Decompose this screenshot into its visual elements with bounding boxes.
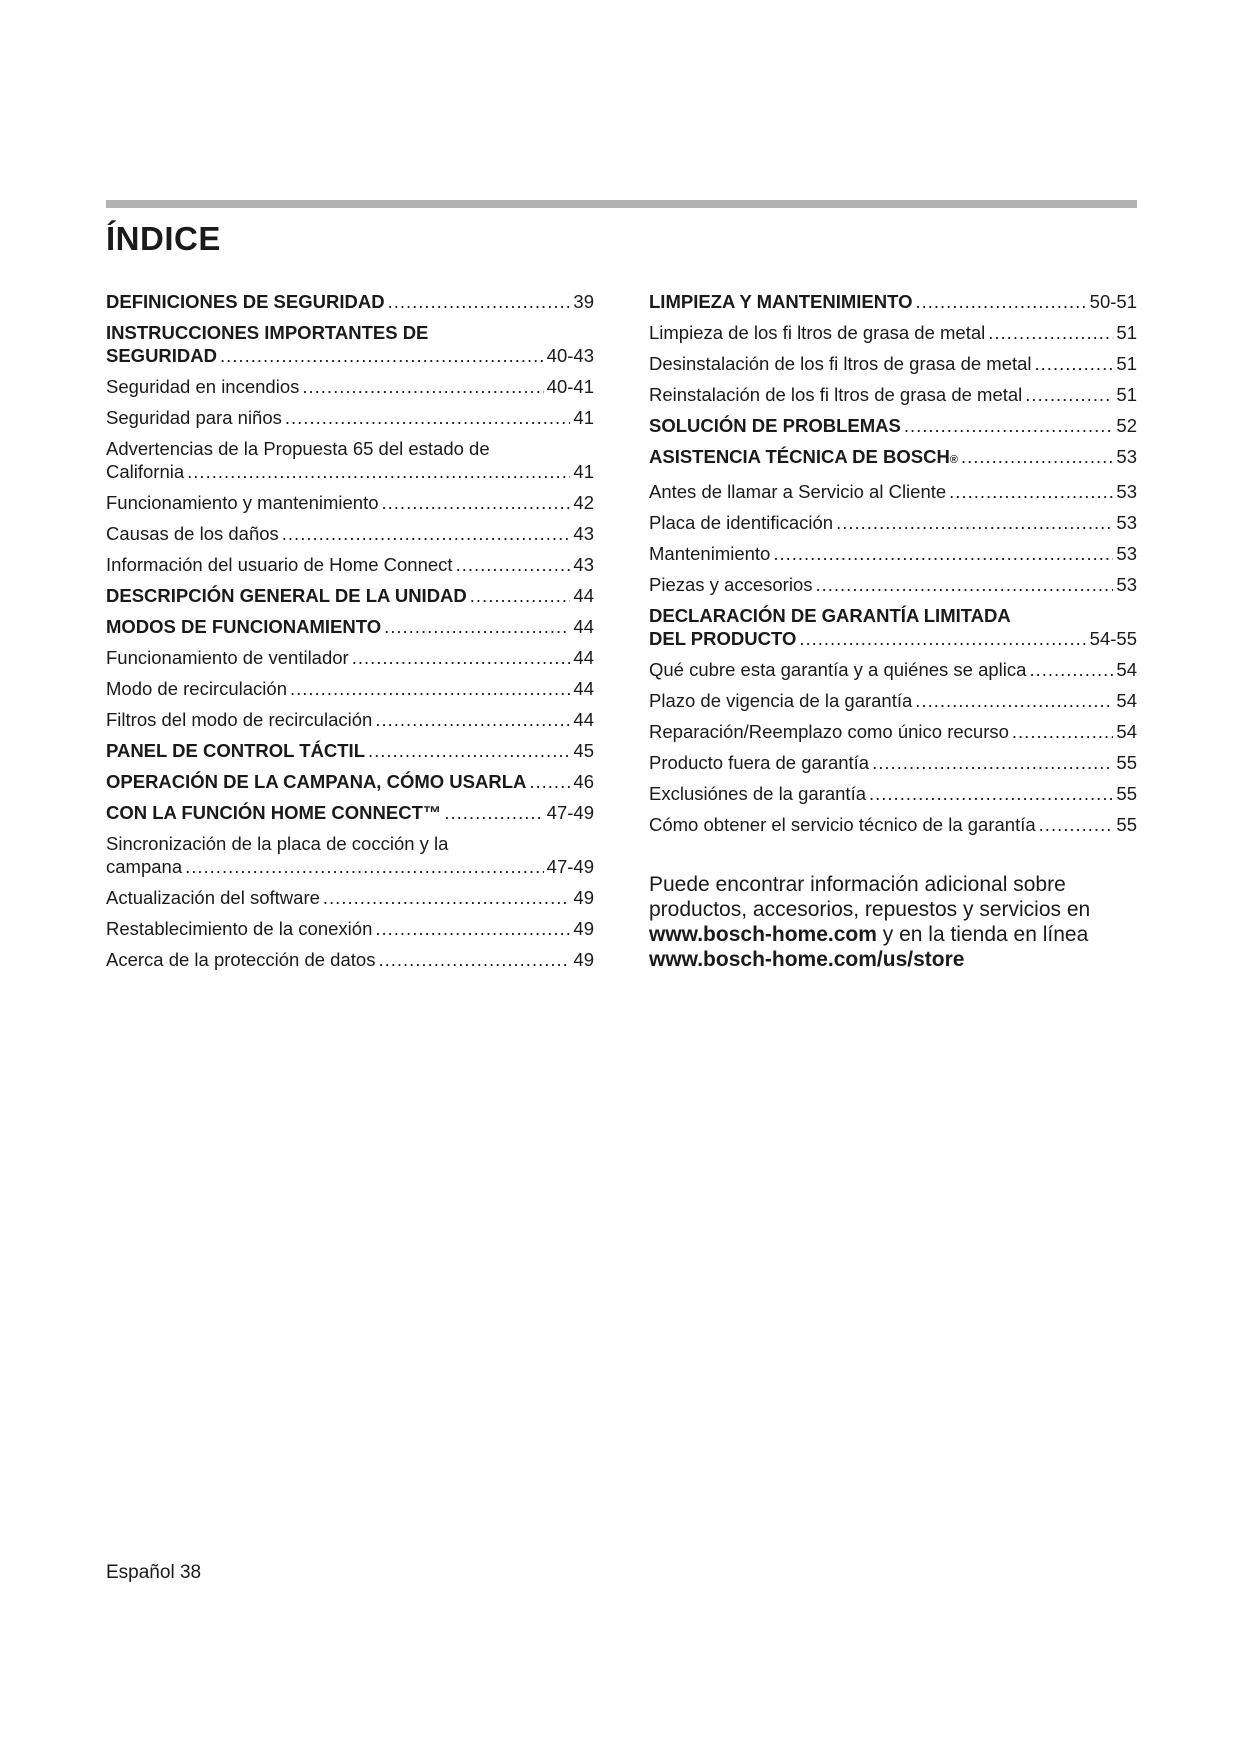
toc-page-number: 53 (1116, 574, 1137, 595)
toc-page-number: 53 (1116, 512, 1137, 533)
toc-entry[interactable] (106, 522, 594, 545)
toc-entry[interactable] (649, 751, 1137, 774)
dot-leader (836, 511, 1113, 534)
toc-entry-title: CON LA FUNCIÓN HOME CONNECT™ (106, 802, 442, 823)
toc-entry-row (649, 782, 1137, 805)
toc-entry[interactable] (106, 615, 594, 638)
toc-entry[interactable] (106, 677, 594, 700)
toc-right-column (649, 290, 1137, 844)
toc-page-number: 54-55 (1089, 628, 1137, 649)
toc-entry-title: OPERACIÓN DE LA CAMPANA, CÓMO USARLA (106, 771, 527, 792)
note-line-1: Puede encontrar información adicional sobre (649, 873, 1066, 896)
toc-entry-row (649, 414, 1137, 437)
toc-entry-title: Piezas y accesorios (649, 574, 813, 595)
toc-entry-title: DESCRIPCIÓN GENERAL DE LA UNIDAD (106, 585, 467, 606)
toc-entry[interactable] (106, 321, 594, 367)
toc-entry[interactable] (649, 573, 1137, 596)
dot-leader (378, 948, 570, 971)
toc-entry-row (106, 491, 594, 514)
note-mid-text: y en la tienda en línea (876, 923, 1089, 946)
dot-leader (961, 445, 1113, 468)
toc-entry-title: Limpieza de los fi ltros de grasa de metal (649, 322, 986, 343)
toc-entry-title: DEFINICIONES DE SEGURIDAD (106, 291, 385, 312)
toc-page-number: 53 (1116, 543, 1137, 564)
dot-leader (529, 770, 570, 793)
toc-entry[interactable] (649, 782, 1137, 805)
toc-entry-row (106, 917, 594, 940)
dot-leader (915, 290, 1086, 313)
page-title: ÍNDICE (106, 220, 221, 257)
toc-entry-row (106, 460, 594, 483)
toc-page-number: 41 (573, 461, 594, 482)
toc-entry-row (649, 720, 1137, 743)
toc-page-number: 54 (1116, 690, 1137, 711)
toc-entry-row (106, 948, 594, 971)
toc-entry-row (106, 677, 594, 700)
toc-entry-row (106, 406, 594, 429)
toc-entry[interactable] (106, 708, 594, 731)
toc-entry-title-line: INSTRUCCIONES IMPORTANTES DE (106, 322, 429, 343)
toc-entry[interactable] (649, 445, 1137, 472)
dot-leader (382, 491, 571, 514)
toc-entry-title: ASISTENCIA TÉCNICA DE BOSCH (649, 446, 950, 467)
toc-entry-title: Restablecimiento de la conexión (106, 918, 373, 939)
dot-leader (949, 480, 1113, 503)
toc-page-number: 40-43 (546, 345, 594, 366)
toc-entry[interactable] (106, 437, 594, 483)
dot-leader (1035, 352, 1114, 375)
toc-page-number: 44 (573, 585, 594, 606)
dot-leader (799, 627, 1086, 650)
toc-entry[interactable] (649, 480, 1137, 503)
toc-entry-title: Seguridad en incendios (106, 376, 300, 397)
toc-page-number: 44 (573, 678, 594, 699)
toc-entry-row (106, 801, 594, 824)
toc-entry[interactable] (649, 604, 1137, 650)
toc-page-number: 55 (1116, 814, 1137, 835)
toc-entry-row (106, 770, 594, 793)
toc-entry[interactable] (649, 511, 1137, 534)
dot-leader (1025, 383, 1113, 406)
toc-entry-row (106, 646, 594, 669)
dot-leader (915, 689, 1113, 712)
toc-entry-row (649, 627, 1137, 650)
toc-entry[interactable] (106, 553, 594, 576)
toc-page-number: 50-51 (1089, 291, 1137, 312)
store-link[interactable]: www.bosch-home.com/us/store (649, 948, 965, 971)
header-rule (106, 200, 1137, 208)
toc-page-number: 39 (573, 291, 594, 312)
toc-entry[interactable] (106, 584, 594, 607)
toc-page-number: 40-41 (546, 376, 594, 397)
toc-page-number: 42 (573, 492, 594, 513)
dot-leader (456, 553, 571, 576)
toc-page-number: 45 (573, 740, 594, 761)
toc-entry-row (649, 658, 1137, 681)
toc-entry-title: Información del usuario de Home Connect (106, 554, 453, 575)
toc-entry-row (649, 689, 1137, 712)
toc-entry-row (106, 886, 594, 909)
registered-mark: ® (949, 454, 958, 466)
toc-entry-row (649, 290, 1137, 313)
toc-entry-row (106, 344, 594, 367)
toc-page-number: 43 (573, 523, 594, 544)
page-footer: Español 38 (106, 1562, 202, 1583)
toc-entry[interactable] (649, 290, 1137, 313)
dot-leader (368, 739, 570, 762)
toc-entry[interactable] (106, 917, 594, 940)
dot-leader (444, 801, 543, 824)
toc-entry[interactable] (106, 832, 594, 878)
toc-entry-title: Funcionamiento de ventilador (106, 647, 349, 668)
toc-entry-title: Modo de recirculación (106, 678, 287, 699)
dot-leader (1029, 658, 1113, 681)
toc-entry[interactable] (649, 720, 1137, 743)
toc-entry-row (649, 573, 1137, 596)
toc-entry-row (649, 383, 1137, 406)
dot-leader (988, 321, 1113, 344)
toc-entry-row (106, 290, 594, 313)
note-line-4 (649, 947, 1137, 972)
toc-page-number: 51 (1116, 384, 1137, 405)
toc-entry[interactable] (106, 406, 594, 429)
toc-entry-title: Qué cubre esta garantía y a quiénes se aplica (649, 659, 1027, 680)
toc-entry-row (106, 584, 594, 607)
toc-page-number: 55 (1116, 752, 1137, 773)
toc-entry[interactable] (106, 290, 594, 313)
dot-leader (384, 615, 570, 638)
dot-leader (872, 751, 1113, 774)
toc-page-number: 44 (573, 647, 594, 668)
dot-leader (375, 708, 570, 731)
toc-page-number: 52 (1116, 415, 1137, 436)
dot-leader (1012, 720, 1114, 743)
toc-entry-row (649, 480, 1137, 503)
toc-entry-title: Filtros del modo de recirculación (106, 709, 373, 730)
dot-leader (285, 406, 571, 429)
toc-entry-row (106, 522, 594, 545)
toc-entry-title: Reparación/Reemplazo como único recurso (649, 721, 1009, 742)
dot-leader (773, 542, 1113, 565)
dot-leader (220, 344, 544, 367)
toc-page-number: 49 (573, 918, 594, 939)
toc-entry[interactable] (106, 375, 594, 398)
toc-page-number: 55 (1116, 783, 1137, 804)
toc-entry[interactable] (649, 414, 1137, 437)
toc-entry-title: SEGURIDAD (106, 345, 218, 366)
toc-left-column (106, 290, 594, 979)
toc-page-number: 47-49 (546, 856, 594, 877)
toc-entry-title: LIMPIEZA Y MANTENIMIENTO (649, 291, 913, 312)
toc-page-number: 47-49 (546, 802, 594, 823)
toc-entry-row (106, 615, 594, 638)
toc-entry[interactable] (649, 352, 1137, 375)
toc-page-number: 46 (573, 771, 594, 792)
toc-entry-title: campana (106, 856, 183, 877)
toc-page-number: 49 (573, 949, 594, 970)
toc-entry[interactable] (106, 646, 594, 669)
toc-page-number: 41 (573, 407, 594, 428)
toc-entry[interactable] (649, 321, 1137, 344)
toc-entry[interactable] (106, 886, 594, 909)
toc-entry-title: Acerca de la protección de datos (106, 949, 376, 970)
toc-entry-row (106, 553, 594, 576)
toc-entry-row (649, 813, 1137, 836)
toc-entry-row (649, 542, 1137, 565)
toc-entry-title-line: DECLARACIÓN DE GARANTÍA LIMITADA (649, 605, 1011, 626)
toc-page-number: 54 (1116, 721, 1137, 742)
toc-entry-row (649, 511, 1137, 534)
dot-leader (290, 677, 570, 700)
toc-page-number: 53 (1116, 446, 1137, 467)
dot-leader (815, 573, 1113, 596)
toc-entry-title: Mantenimiento (649, 543, 771, 564)
toc-entry[interactable] (649, 658, 1137, 681)
toc-entry-title: California (106, 461, 185, 482)
toc-entry[interactable] (106, 739, 594, 762)
toc-entry-title: Reinstalación de los fi ltros de grasa de metal (649, 384, 1023, 405)
dot-leader (388, 290, 571, 313)
toc-page-number: 51 (1116, 353, 1137, 374)
toc-entry[interactable] (649, 813, 1137, 836)
toc-entry-row (649, 321, 1137, 344)
toc-entry[interactable] (106, 491, 594, 514)
toc-entry-row (106, 855, 594, 878)
toc-entry[interactable] (649, 689, 1137, 712)
toc-entry-title: Antes de llamar a Servicio al Cliente (649, 481, 947, 502)
toc-entry-title-line: Advertencias de la Propuesta 65 del estado de (106, 438, 490, 459)
dot-leader (375, 917, 570, 940)
toc-entry-title: MODOS DE FUNCIONAMIENTO (106, 616, 382, 637)
toc-entry-row (106, 739, 594, 762)
toc-page-number: 51 (1116, 322, 1137, 343)
note-line-2: productos, accesorios, repuestos y servicios en (649, 898, 1091, 921)
toc-entry-title-line: Sincronización de la placa de cocción y la (106, 833, 449, 854)
toc-entry-row (649, 352, 1137, 375)
toc-entry-title: PANEL DE CONTROL TÁCTIL (106, 740, 365, 761)
toc-entry[interactable] (649, 542, 1137, 565)
dot-leader (302, 375, 543, 398)
toc-entry-title: Desinstalación de los fi ltros de grasa de metal (649, 353, 1032, 374)
toc-entry-title: Cómo obtener el servicio técnico de la garantía (649, 814, 1036, 835)
toc-page-number: 53 (1116, 481, 1137, 502)
toc-entry-title: Producto fuera de garantía (649, 752, 870, 773)
dot-leader (1039, 813, 1114, 836)
toc-page-number: 54 (1116, 659, 1137, 680)
toc-entry-title: Funcionamiento y mantenimiento (106, 492, 379, 513)
toc-entry-row (649, 445, 1137, 472)
toc-entry-title: Causas de los daños (106, 523, 279, 544)
additional-info-note (649, 872, 1137, 972)
toc-entry-title: DEL PRODUCTO (649, 628, 797, 649)
toc-page-number: 43 (573, 554, 594, 575)
toc-entry-title: SOLUCIÓN DE PROBLEMAS (649, 415, 901, 436)
toc-page-number: 44 (573, 709, 594, 730)
dot-leader (187, 460, 570, 483)
toc-entry-title: Plazo de vigencia de la garantía (649, 690, 913, 711)
dot-leader (869, 782, 1113, 805)
toc-page-number: 49 (573, 887, 594, 908)
note-line-3 (649, 922, 1137, 947)
toc-page-number: 44 (573, 616, 594, 637)
website-link[interactable]: www.bosch-home.com (649, 923, 877, 946)
toc-entry-title: Placa de identificación (649, 512, 834, 533)
toc-entry[interactable] (106, 948, 594, 971)
toc-entry-title: Exclusiónes de la garantía (649, 783, 866, 804)
toc-entry[interactable] (106, 770, 594, 793)
toc-entry[interactable] (106, 801, 594, 824)
toc-entry-title: Actualización del software (106, 887, 320, 908)
dot-leader (470, 584, 571, 607)
toc-entry-row (106, 708, 594, 731)
dot-leader (352, 646, 571, 669)
toc-entry-row (649, 751, 1137, 774)
dot-leader (282, 522, 571, 545)
toc-entry-row (106, 375, 594, 398)
dot-leader (323, 886, 571, 909)
toc-entry[interactable] (649, 383, 1137, 406)
dot-leader (904, 414, 1114, 437)
toc-entry-title: Seguridad para niños (106, 407, 282, 428)
dot-leader (185, 855, 544, 878)
